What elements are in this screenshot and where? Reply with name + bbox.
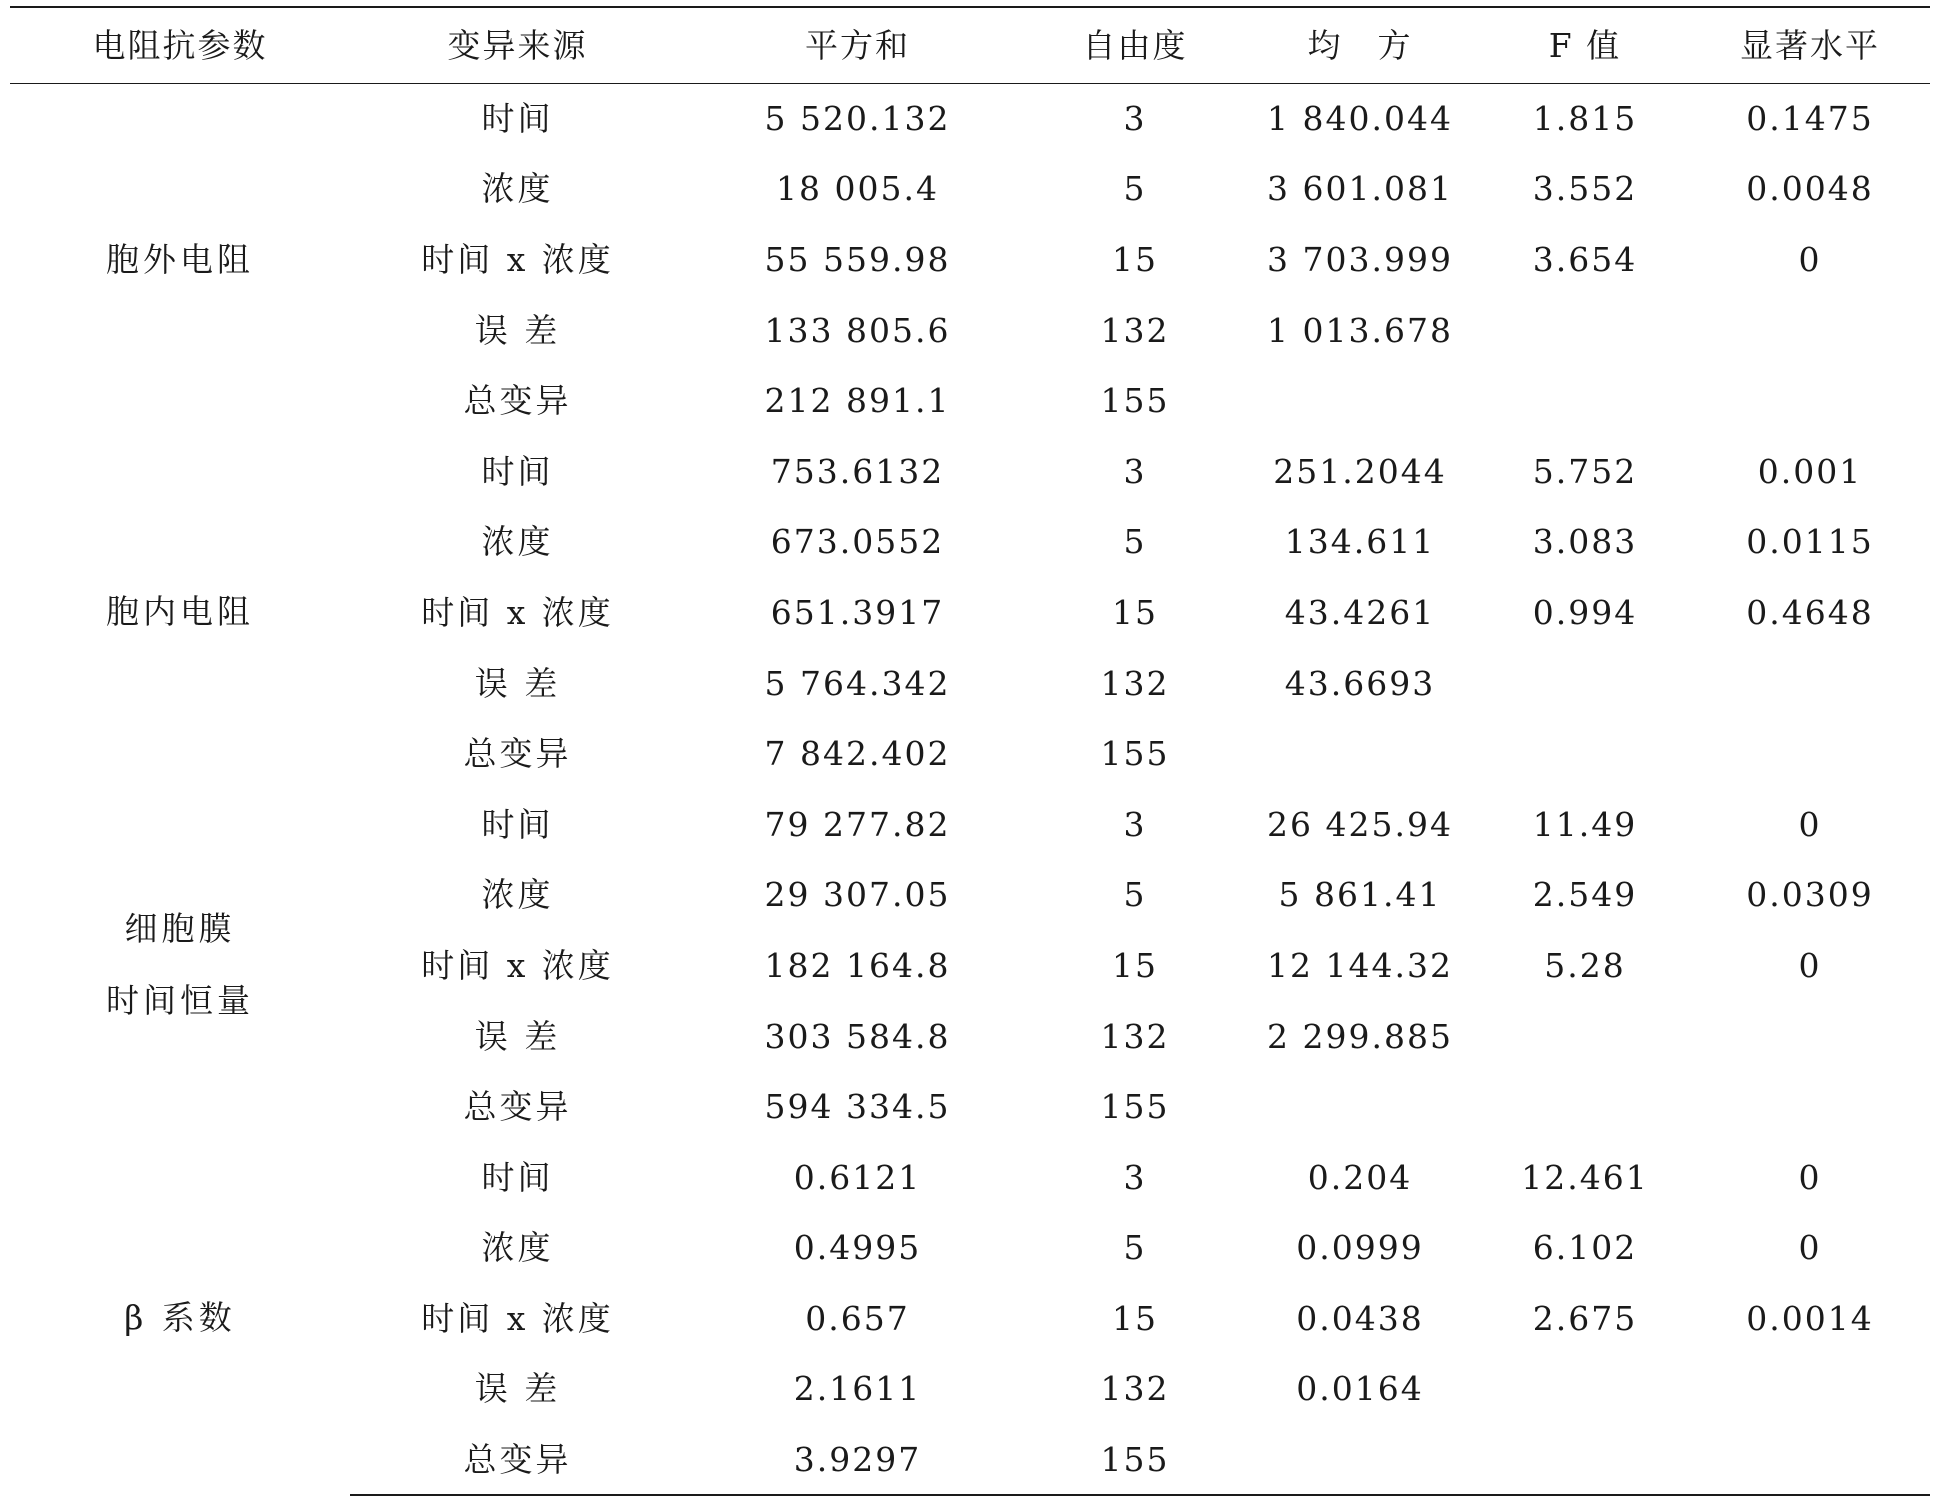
mean-square-cell [1240,1071,1480,1142]
f-value-cell [1480,1354,1690,1425]
header-source: 变异来源 [350,7,685,83]
f-value-cell: 3.552 [1532,169,1638,209]
degrees-of-freedom-cell: 3 [1123,99,1147,139]
table-row [10,789,1930,860]
degrees-of-freedom-cell: 3 [1123,451,1147,491]
sum-of-squares-cell: 673.0552 [770,522,945,562]
f-value-cell: 12.461 [1521,1157,1649,1197]
parameter-cell [10,83,350,436]
source-cell: 总变异 [463,734,572,774]
significance-cell: 0.4648 [1746,592,1874,632]
source-cell: 误 差 [474,1369,561,1409]
parameter-cell [10,436,350,789]
mean-square-cell [1240,718,1480,789]
sum-of-squares-cell: 5 764.342 [764,663,951,703]
sum-of-squares-cell: 594 334.5 [764,1087,951,1127]
source-cell: 总变异 [350,1424,685,1495]
mean-square-cell: 0.0164 [1296,1369,1424,1409]
table-row [10,83,1930,154]
table-row [10,1142,1930,1213]
degrees-of-freedom-cell: 15 [1112,945,1158,985]
sum-of-squares-cell: 0.657 [805,1298,910,1338]
mean-square-cell: 0.204 [1307,1157,1413,1197]
f-value-cell [1480,1424,1690,1495]
mean-square-cell: 43.6693 [1284,663,1436,703]
f-value-cell [1480,295,1690,366]
significance-cell: 0 [1798,945,1822,985]
header-f-value: F 值 [1480,7,1690,83]
significance-cell: 0.001 [1757,451,1863,491]
header-significance: 显著水平 [1690,7,1930,83]
mean-square-cell: 12 144.32 [1267,945,1453,985]
significance-cell [1690,1424,1930,1495]
source-cell: 时间 x 浓度 [421,592,614,632]
parameter-cell [10,1142,350,1495]
header-parameter: 电阻抗参数 [10,7,350,83]
degrees-of-freedom-cell: 155 [1100,381,1170,421]
degrees-of-freedom-cell: 3 [1123,804,1147,844]
source-cell: 浓度 [481,875,554,915]
parameter-label: β 系数 [124,1298,236,1338]
sum-of-squares-cell: 133 805.6 [764,310,951,350]
mean-square-cell [1240,1424,1480,1495]
source-cell: 浓度 [481,1228,554,1268]
f-value-cell [1480,365,1690,436]
parameter-label: 时间恒量 [106,981,254,1021]
f-value-cell [1480,718,1690,789]
significance-cell: 0.0309 [1746,875,1874,915]
header-sum-of-squares: 平方和 [685,7,1030,83]
parameter-label: 胞内电阻 [106,592,254,632]
mean-square-cell [1240,365,1480,436]
degrees-of-freedom-cell: 132 [1100,1369,1170,1409]
source-cell: 时间 x 浓度 [421,945,614,985]
degrees-of-freedom-cell: 3 [1123,1157,1147,1197]
source-cell: 时间 [481,804,554,844]
header-degrees-of-freedom: 自由度 [1030,7,1240,83]
sum-of-squares-cell: 79 277.82 [764,804,951,844]
f-value-cell: 2.549 [1532,875,1638,915]
f-value-cell: 3.083 [1532,522,1638,562]
parameter-label: 胞外电阻 [106,239,254,279]
source-cell: 误 差 [474,1016,561,1056]
significance-cell: 0 [1798,804,1822,844]
sum-of-squares-cell: 55 559.98 [764,239,951,279]
mean-square-cell: 5 861.41 [1278,875,1442,915]
parameter-cell [10,789,350,1142]
degrees-of-freedom-cell: 132 [1100,663,1170,703]
f-value-cell: 5.752 [1532,451,1638,491]
sum-of-squares-cell: 303 584.8 [764,1016,951,1056]
source-cell: 误 差 [474,310,561,350]
source-cell: 浓度 [481,522,554,562]
f-value-cell [1480,1001,1690,1072]
sum-of-squares-cell: 0.4995 [793,1228,922,1268]
significance-cell [1690,718,1930,789]
mean-square-cell: 2 299.885 [1267,1016,1453,1056]
mean-square-cell: 3 703.999 [1267,239,1453,279]
f-value-cell [1480,648,1690,719]
significance-cell [1690,1001,1930,1072]
significance-cell: 0.1475 [1746,99,1874,139]
anova-table-container [10,6,1930,1496]
mean-square-cell: 251.2044 [1273,451,1447,491]
f-value-cell: 3.654 [1532,239,1638,279]
mean-square-cell: 26 425.94 [1267,804,1453,844]
parameter-label: 细胞膜 [124,909,236,949]
significance-cell [1690,295,1930,366]
significance-cell: 0 [1798,239,1822,279]
degrees-of-freedom-cell: 132 [1100,310,1170,350]
significance-cell [1690,1354,1930,1425]
anova-table [10,6,1930,1496]
source-cell: 总变异 [463,381,572,421]
degrees-of-freedom-cell: 15 [1112,1298,1158,1338]
f-value-cell [1480,1071,1690,1142]
degrees-of-freedom-cell: 15 [1112,592,1158,632]
significance-cell [1690,1071,1930,1142]
source-cell: 误 差 [474,663,561,703]
sum-of-squares-cell: 753.6132 [770,451,945,491]
header-row [10,7,1930,83]
f-value-cell: 2.675 [1532,1298,1638,1338]
mean-square-cell: 3 601.081 [1267,169,1453,209]
source-cell: 时间 [481,1157,554,1197]
f-value-cell: 1.815 [1532,99,1638,139]
mean-square-cell: 0.0438 [1296,1298,1424,1338]
mean-square-cell: 0.0999 [1296,1228,1424,1268]
table-header [10,7,1930,83]
mean-square-cell: 43.4261 [1284,592,1436,632]
mean-square-cell: 1 013.678 [1267,310,1453,350]
significance-cell: 0 [1798,1228,1822,1268]
f-value-cell: 11.49 [1532,804,1638,844]
degrees-of-freedom-cell: 155 [1100,1087,1170,1127]
degrees-of-freedom-cell: 155 [1030,1424,1240,1495]
table-body [10,83,1930,1495]
significance-cell: 0.0014 [1746,1298,1874,1338]
sum-of-squares-cell: 651.3917 [770,592,945,632]
degrees-of-freedom-cell: 5 [1123,875,1147,915]
degrees-of-freedom-cell: 5 [1123,1228,1147,1268]
f-value-cell: 5.28 [1544,945,1626,985]
sum-of-squares-cell: 2.1611 [793,1369,922,1409]
significance-cell: 0.0115 [1746,522,1874,562]
source-cell: 时间 x 浓度 [421,239,614,279]
header-mean-square: 均 方 [1240,7,1480,83]
sum-of-squares-cell: 182 164.8 [764,945,951,985]
table-row [10,436,1930,507]
mean-square-cell: 134.611 [1284,522,1436,562]
significance-cell [1690,648,1930,719]
significance-cell [1690,365,1930,436]
sum-of-squares-cell: 29 307.05 [764,875,951,915]
f-value-cell: 0.994 [1532,592,1638,632]
mean-square-cell: 1 840.044 [1267,99,1453,139]
degrees-of-freedom-cell: 15 [1112,239,1158,279]
degrees-of-freedom-cell: 132 [1100,1016,1170,1056]
sum-of-squares-cell: 5 520.132 [764,99,951,139]
source-cell: 时间 [481,451,554,491]
sum-of-squares-cell: 0.6121 [793,1157,922,1197]
sum-of-squares-cell: 3.9297 [685,1424,1030,1495]
significance-cell: 0.0048 [1746,169,1874,209]
source-cell: 浓度 [481,169,554,209]
degrees-of-freedom-cell: 155 [1100,734,1170,774]
sum-of-squares-cell: 7 842.402 [764,734,951,774]
significance-cell: 0 [1798,1157,1822,1197]
source-cell: 总变异 [463,1087,572,1127]
source-cell: 时间 [481,99,554,139]
sum-of-squares-cell: 212 891.1 [764,381,951,421]
degrees-of-freedom-cell: 5 [1123,169,1147,209]
degrees-of-freedom-cell: 5 [1123,522,1147,562]
sum-of-squares-cell: 18 005.4 [776,169,939,209]
source-cell: 时间 x 浓度 [421,1298,614,1338]
f-value-cell: 6.102 [1532,1228,1638,1268]
